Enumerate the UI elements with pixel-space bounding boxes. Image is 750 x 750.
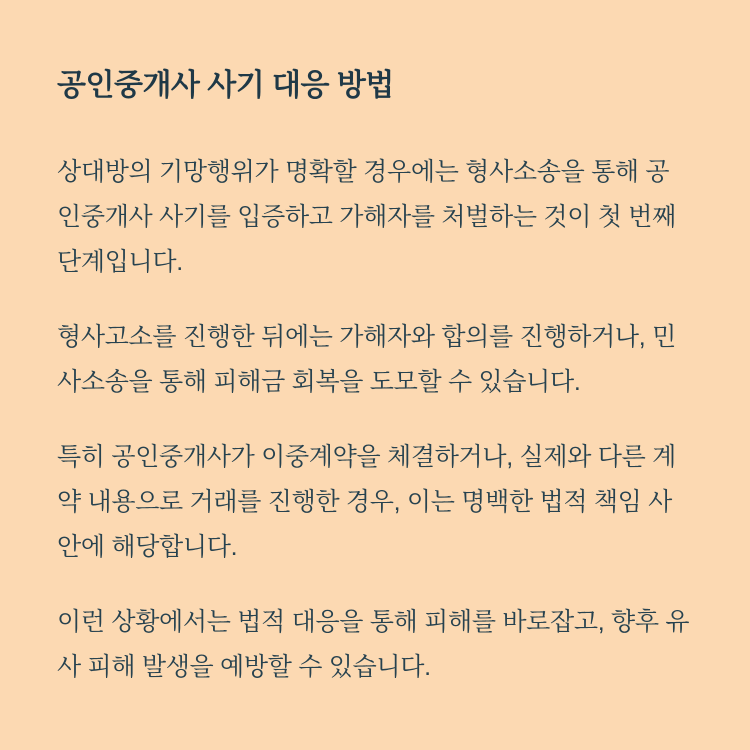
paragraph-4: 이런 상황에서는 법적 대응을 통해 피해를 바로잡고, 향후 유사 피해 발생을 예방할 수 있습니다. xyxy=(57,608,690,681)
paragraph-3: 특히 공인중개사가 이중계약을 체결하거나, 실제와 다른 계약 내용으로 거래를 진행한 경우, 이는 명백한 법적 책임 사안에 해당합니다. xyxy=(57,443,676,561)
paragraph-2: 형사고소를 진행한 뒤에는 가해자와 합의를 진행하거나, 민사소송을 통해 피해금 회복을 도모할 수 있습니다. xyxy=(57,323,676,396)
paragraph-1: 상대방의 기망행위가 명확할 경우에는 형사소송을 통해 공인중개사 사기를 입증하고 가해자를 처벌하는 것이 첫 번째 단계입니다. xyxy=(57,158,676,276)
page-title: 공인중개사 사기 대응 방법 xyxy=(57,69,394,102)
